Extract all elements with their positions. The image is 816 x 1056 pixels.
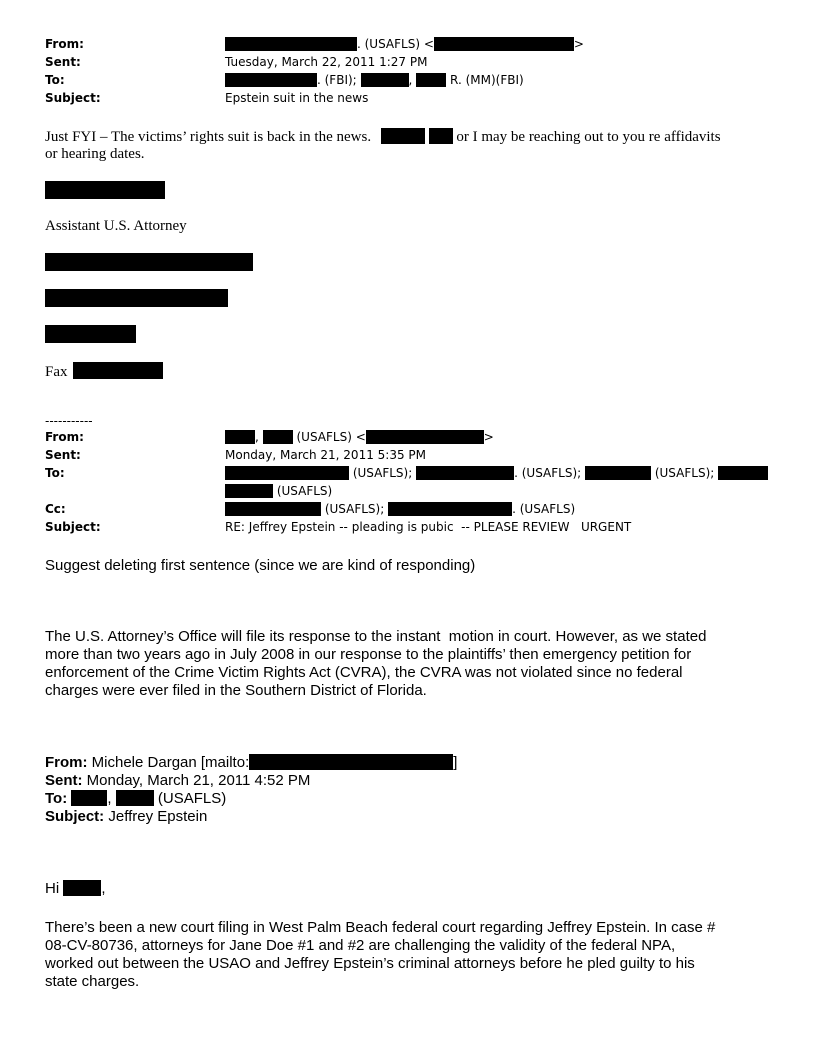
email3-sent-row: Sent: Monday, March 21, 2011 4:52 PM	[45, 772, 311, 789]
email2-separator: -----------	[45, 414, 93, 428]
email2-body1: Suggest deleting first sentence (since we are kind of responding)	[45, 557, 476, 574]
email1-subject-label: Subject:	[45, 91, 101, 105]
email1-fax	[45, 362, 163, 381]
email2-from-label: From:	[45, 430, 84, 444]
email3-para-line2: 08-CV-80736, attorneys for Jane Doe #1 and #2 are challenging the validity of the federal NPA,	[45, 937, 676, 954]
email2-para-line3: enforcement of the Crime Victim Rights Act (CVRA), the CVRA was not violated since no federal	[45, 664, 683, 681]
email2-subject-row	[45, 519, 785, 536]
email3-para-line3: worked out between the USAO and Jeffrey Epstein’s criminal attorneys before he pled guilty to his	[45, 955, 695, 972]
redaction	[45, 289, 228, 307]
email1-from-row	[45, 36, 785, 53]
email2-from-row: From: , (USAFLS) < >	[45, 430, 494, 444]
email1-to-a: . (FBI);	[317, 73, 357, 87]
redaction	[416, 466, 514, 480]
redaction	[225, 430, 255, 444]
email1-from-label: From:	[45, 37, 84, 51]
redaction	[45, 325, 136, 343]
email2-sent-row	[45, 447, 785, 464]
email3-to-row: To: , (USAFLS)	[45, 790, 227, 807]
redaction	[416, 73, 446, 87]
email1-from-close: >	[573, 37, 584, 51]
email3-para-line1: There’s been a new court filing in West Palm Beach federal court regarding Jeffrey Epstein. In case #	[45, 919, 716, 936]
email1-header	[45, 36, 785, 108]
redaction	[249, 754, 453, 770]
redaction	[225, 37, 357, 51]
email1-from-value: . (USAFLS) <	[357, 37, 434, 51]
redaction	[116, 790, 154, 806]
email2-para-line4: charges were ever filed in the Southern District of Florida.	[45, 682, 427, 699]
email1-to-b: ,	[408, 73, 413, 87]
email1-to-c: R. (MM)(FBI)	[450, 73, 524, 87]
redaction	[225, 502, 321, 516]
email2-subject-label: Subject:	[45, 520, 101, 534]
redaction	[263, 430, 293, 444]
email1-fax-label: Fax	[45, 364, 68, 380]
redaction	[718, 466, 768, 480]
redaction	[434, 37, 574, 51]
email3-from-label: From:	[45, 754, 88, 771]
email1-to-label: To:	[45, 73, 65, 87]
redaction	[366, 430, 484, 444]
email1-sent-label: Sent:	[45, 55, 81, 69]
email2-to-label: To:	[45, 466, 65, 480]
email1-body-line1: Just FYI – The victims’ rights suit is back in the news. or I may be reaching out to you re affidavits	[45, 129, 721, 145]
email2-para-line2: more than two years ago in July 2008 in our response to the plaintiffs’ then emergency petition for	[45, 646, 692, 663]
redaction	[585, 466, 651, 480]
redaction	[73, 362, 163, 379]
email1-title: Assistant U.S. Attorney	[45, 218, 187, 234]
email3-subject-row: Subject: Jeffrey Epstein	[45, 808, 208, 825]
email2-subject-value: RE: Jeffrey Epstein -- pleading is pubic -- PLEASE REVIEW URGENT	[225, 520, 632, 534]
email3-to-label: To:	[45, 790, 68, 807]
redaction	[225, 73, 317, 87]
redaction	[361, 73, 409, 87]
redaction	[225, 484, 273, 498]
email1-subject-row	[45, 90, 785, 107]
email2-cc-row: Cc: (USAFLS); . (USAFLS)	[45, 502, 576, 516]
redaction	[63, 880, 101, 896]
email2-sent-value: Monday, March 21, 2011 5:35 PM	[225, 448, 426, 462]
email3-sent-label: Sent:	[45, 772, 83, 789]
redaction	[225, 466, 349, 480]
email3-from-row: From: Michele Dargan [mailto: ]	[45, 754, 458, 771]
email1-sent-row	[45, 54, 785, 71]
email2-to-row: To: (USAFLS); . (USAFLS); (USAFLS); (USAFLS)	[45, 465, 785, 500]
redaction	[429, 128, 453, 144]
redaction	[71, 790, 107, 806]
redaction	[45, 253, 253, 271]
email2-header	[45, 429, 785, 539]
redaction	[388, 502, 512, 516]
email3-greeting: Hi ,	[45, 880, 106, 897]
email2-para-line1: The U.S. Attorney’s Office will file its response to the instant motion in court. However, as we stated	[45, 628, 707, 645]
email1-subject-value: Epstein suit in the news	[225, 91, 369, 105]
email3-para-line4: state charges.	[45, 973, 140, 990]
email1-body-line2: or hearing dates.	[45, 146, 145, 162]
email1-sent-value: Tuesday, March 22, 2011 1:27 PM	[225, 55, 428, 69]
redaction	[381, 128, 425, 144]
email3-subject-label: Subject:	[45, 808, 105, 825]
email2-cc-label: Cc:	[45, 502, 66, 516]
email2-sent-label: Sent:	[45, 448, 81, 462]
redaction	[45, 181, 165, 199]
email1-to-row	[45, 72, 785, 89]
